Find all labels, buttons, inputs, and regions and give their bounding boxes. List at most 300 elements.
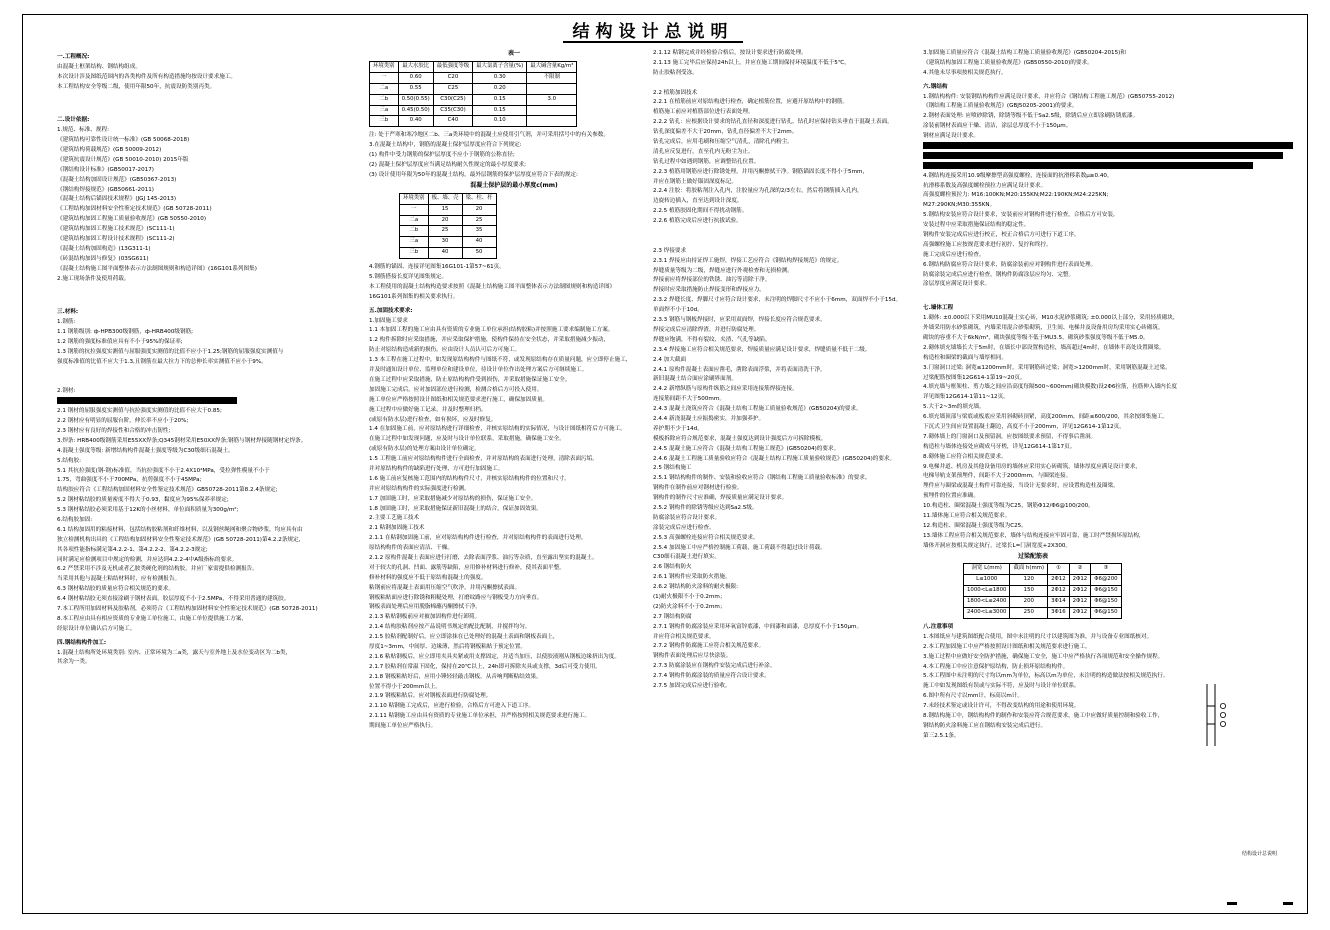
text-line: 经原设计单位确认后方可施工。 xyxy=(57,625,136,632)
table-cell: 三a xyxy=(370,105,399,116)
table2 xyxy=(399,193,497,259)
table-cell: 一 xyxy=(400,204,429,215)
table-header-cell: 环境类别 xyxy=(370,61,399,72)
text-line: 其各项性能指标满足第4.2.2-1、第4.2.2-2、第4.2.2-3规定; xyxy=(57,546,208,553)
text-line: 并应符合相关规范要求。 xyxy=(653,633,715,640)
table1-note: 注: 处于严寒和寒冷地区二b、三a类环境中的混凝土应使用引气剂，并可采用括号中的有关参数。 xyxy=(369,132,609,139)
text-line: 外墙采用防水砂浆砌筑，内墙采用混合砂浆砌筑，卫生间、电梯井及设备用房均采用实心砖砌筑。 xyxy=(923,325,1164,332)
table-cell: 25 xyxy=(428,226,462,237)
text-line: 《混凝土结构加固设计规范》(GB50367-2013) xyxy=(57,176,177,183)
text-line: 墙体开洞应按相关规定执行，过梁长L=门洞宽度+2X300。 xyxy=(923,542,1072,549)
table-cell: 120 xyxy=(1010,575,1048,586)
text-line: 12.构造柱、圈梁混凝土强度等级为C25。 xyxy=(923,522,1027,529)
text-line: 2.1.6 粘贴钢板后，应立即用夹具夹紧或用支撑固定，并适当加压，以使胶液刚从钢板边缘挤出为度。 xyxy=(369,653,620,660)
text-line: 7.未经技术鉴定或设计许可，不得改变结构的用途和使用环境。 xyxy=(923,703,1080,710)
table-cell: L≤1000 xyxy=(964,575,1010,586)
text-line: 3.加固施工质量应符合《混凝土结构工程施工质量验收规范》(GB50204-2015)和 xyxy=(923,50,1126,56)
text-line: 2.6.2 钢结构防火涂料的耐火极限: xyxy=(653,584,739,591)
text-line: 钢板表面处理后应用脱脂棉蘸丙酮擦拭干净。 xyxy=(369,604,481,611)
table-cell: 150 xyxy=(1010,586,1048,597)
column-4-section-b xyxy=(923,623,1303,742)
text-line: 2.砌体填充墙墙长大于5m时，在墙长中部设置构造柱，墙高超过4m时，在墙体半高处设置圈梁。 xyxy=(923,344,1165,351)
text-line: 4.钢结构连接采用10.9级摩擦型高强度螺栓，连接面的抗滑移系数μ≥0.40。 xyxy=(923,172,1113,179)
table-row xyxy=(964,608,1122,619)
text-line: 并及时通知设计单位、监理单位和建设单位，待设计单位作出处理方案后方可继续施工。 xyxy=(369,367,588,374)
text-line: 钢板粘贴面应进行除锈和粗糙处理，打磨纹路应与钢板受力方向垂直。 xyxy=(369,594,543,601)
text-line: 砌块的容重不大于6kN/m³，砌块强度等级不低于MU3.5，砌筑砂浆强度等级不低于M5.0。 xyxy=(923,334,1149,341)
text-line: 1.加固施工要求 xyxy=(369,317,408,324)
text-line: 防止对原结构造成新的损伤。应由设计人员认可后方可施工。 xyxy=(369,347,521,354)
table-cell: C25 xyxy=(433,83,472,94)
table-row xyxy=(400,215,497,226)
table-cell: 二a xyxy=(370,83,399,94)
text-line: 1.3 本工程在施工过程中，如发现原结构构件与图纸不符，或发现原结构存在质量问题，应立即停止施工， xyxy=(369,357,632,364)
table-cell: 250 xyxy=(1010,608,1048,619)
text-line: 2.2 植筋加固技术 xyxy=(653,89,698,96)
text-line: 埋件应与圈梁或混凝土构件可靠连接，当设计无要求时，应设置构造柱及圈梁。 xyxy=(923,483,1119,490)
text-line: 在施工过程中如发现问题，应及时与设计单位联系，采取措施，确保施工安全。 xyxy=(369,436,565,443)
text-line: (2) 混凝土保护层厚度应当满足结构耐久性规定的最小厚度要求; xyxy=(369,162,527,169)
text-line: 焊接时应采取措施防止焊接变形和焊接应力。 xyxy=(653,287,765,294)
table-cell: 1800<L≤2400 xyxy=(964,597,1010,608)
text-line: 2.2.5 植筋胶固化期间不得扰动钢筋。 xyxy=(653,208,748,215)
table-cell: 2Φ12 xyxy=(1069,586,1091,597)
text-line: 2.5.2 钢构件的除锈等级应达到Sa2.5级。 xyxy=(653,504,758,511)
text-line: 粘钢前应将混凝土表面用压缩空气吹净，并用丙酮擦拭表面。 xyxy=(369,584,521,591)
text-line: 2.1.7 胶粘剂在常温下固化，保持在20℃以上，24h即可拆除夹具或支撑，3d后可受力使用。 xyxy=(369,663,601,670)
redacted-bar xyxy=(923,162,1253,169)
text-line: 过梁配筋按图集12G614-1第19~20页。 xyxy=(923,374,1026,381)
text-line: 4.填充墙与框架柱、剪力墙之间应沿高度每隔500~600mm(砌块模数)设2Φ6拉筋，拉筋伸入墙内长度 xyxy=(923,384,1177,391)
text-line: 1.2 构件拆除时应采取措施，并应采取保护措施，使构件保持在安全状态，并采取措施减少振动， xyxy=(369,337,610,344)
table-row xyxy=(370,105,577,116)
text-line: 钢材应满足设计要求。 xyxy=(923,133,979,140)
text-line: 本工程结构安全等级二级，使用年限50年，抗震设防类别丙类。 xyxy=(57,83,216,90)
table-cell: 一 xyxy=(370,72,399,83)
table-cell: 2Φ12 xyxy=(1069,575,1091,586)
text-line: 涂装完成后应进行检查。 xyxy=(653,524,715,531)
text-line: 1.7 加固施工时，应采取措施减少对原结构的损伤，保证施工安全。 xyxy=(369,495,537,502)
text-line: 5.3 钢材粘结胶必须采用基于12K的小丝材料，单位面积质量为300g/m²; xyxy=(57,507,239,514)
text-line: 4.其他未尽事项按相关规范执行。 xyxy=(923,69,1007,76)
text-line: 1.砌体: ±0.000以下采用MU10混凝土实心砖，M10水泥砂浆砌筑; ±0.000以上部分，采用轻质砌块， xyxy=(923,315,1179,322)
text-line: (1)耐火极限不小于0.2mm； xyxy=(653,593,726,600)
text-line: 焊接前应将焊接部位的铁锈、油污等清除干净。 xyxy=(653,277,771,284)
text-line: 强度标准值的比值不应大于1.3,且钢筋在最大拉力下的总伸长率实测值不应小于9%。 xyxy=(57,358,267,365)
text-line: 6.结构胶加固: xyxy=(57,516,93,523)
table-cell: 20 xyxy=(462,204,496,215)
table-cell: 不限制 xyxy=(527,72,577,83)
text-line: 6.2 严禁采用不涉及无机或者乙胺类硬化剂的结构胶，并应厂家需提供检测报告。 xyxy=(57,566,258,573)
text-line: 并对原结构构件的缺陷进行处理，方可进行加固施工。 xyxy=(369,465,504,472)
text-line: 2.1.8 钢板粘贴好后，应用小锤轻轻敲击钢板，从音响判断粘结效果。 xyxy=(369,673,542,680)
table-row xyxy=(964,586,1122,597)
text-line: 焊缝应饱满，不得有裂纹、夹渣、气孔等缺陷。 xyxy=(653,336,771,343)
text-line: 涂装前钢材表面应干燥、清洁，涂层总厚度不小于150μm。 xyxy=(923,123,1072,130)
text-line: 5.2 钢材粘结胶的质量密度不得大于0.93，黏度应为95%保养率规定; xyxy=(57,497,229,504)
text-line: 4.混凝土强度等级: 新增结构构件混凝土强度等级为C30级细石混凝土。 xyxy=(57,447,234,454)
table-header-row xyxy=(370,61,577,72)
text-line: 抗滑移系数及高强度螺栓预拉力应满足设计要求。 xyxy=(923,182,1047,189)
table-cell: C30(C25) xyxy=(433,94,472,105)
text-line: 施工过程中应做好施工记录，并及时整理归档。 xyxy=(369,406,487,413)
text-line: 8.砌体施工应符合相关规范要求。 xyxy=(923,453,1007,460)
table-cell: 3Φ14 xyxy=(1048,597,1070,608)
text-line: 2.1.2 原构件混凝土表面应进行打磨，去除表面浮浆、油污等杂质，直至露出坚实的混凝土。 xyxy=(369,554,598,561)
text-line: 2.3.3 钢筋与钢板焊接时，应采用双面焊，焊接长度应符合规范要求。 xyxy=(653,317,826,324)
column-2 xyxy=(369,49,659,732)
text-line: 2.4.6 混凝土工程施工质量验收应符合《混凝土结构工程施工质量验收规范》(GB50204)的要求。 xyxy=(653,455,896,462)
table-row xyxy=(400,237,497,248)
column-1 xyxy=(57,49,357,668)
text-line: 焊接完成后应清除焊渣，并进行防腐处理。 xyxy=(653,326,760,333)
text-line: 2.7.4 钢构件防腐涂装的质量应符合设计要求。 xyxy=(653,673,770,680)
table-row xyxy=(964,575,1122,586)
table-row xyxy=(400,204,497,215)
table-cell: 2Φ12 xyxy=(1048,586,1070,597)
table-cell: 2Φ12 xyxy=(1069,597,1091,608)
text-line: 6.填充墙顶部与梁底或板底应采用斜砌砖顶紧，高度200mm，间距≤600/200，其余按图集施工。 xyxy=(923,414,1169,421)
text-line: 6.1 结构加固用的粘接材料，包括结构胶粘剂和纤维材料，以及钢丝绳网和聚合物砂浆，均应具有由 xyxy=(57,526,303,533)
table-cell: 0.20 xyxy=(473,83,527,94)
text-line xyxy=(57,397,357,407)
text-line: 高强螺栓施工应按规范要求进行初拧、复拧和终拧。 xyxy=(923,241,1052,248)
text-line: 2.3 焊接要求 xyxy=(653,247,687,254)
text-line: 电梯导轨支架预埋件，间距不大于2000mm，与圈梁连接。 xyxy=(923,473,1072,480)
column-3 xyxy=(653,49,938,692)
text-line xyxy=(57,102,357,112)
text-line: 钻孔完成后，应用毛刷和压缩空气清孔，清除孔内粉尘。 xyxy=(653,139,793,146)
text-line: 《混凝土结构施工图平面整体表示方法制图规则和构造详图》(16G101系列图集) xyxy=(57,265,257,272)
table-cell: 20 xyxy=(428,215,462,226)
text-line: 2.5.1 钢结构构件的制作、安装和验收应符合《钢结构工程施工质量验收标准》的要求。 xyxy=(653,475,871,482)
text-line: 本工程使用的混凝土结构构造要求按照《混凝土结构施工图平面整体表示方法制图规则和构造详图》 xyxy=(369,283,616,290)
text-line: 2.1.3 粘贴钢板前应对被加固构件进行卸荷。 xyxy=(369,614,481,621)
text-line: 1.5 工程施工前应对原结构构件进行全面检查，并对原结构的表面进行处理，清除表面污垢。 xyxy=(369,456,598,463)
text-line: 13.墙体工程应符合相关规范要求，墙体与结构连接应牢固可靠，施工时严禁损坏原结构， xyxy=(923,532,1145,539)
text-line: 《砖混结构加固与修复》(03SG611) xyxy=(57,255,149,262)
text-line: 1.8 加固施工时，应采取措施保证新旧混凝土的结合，保证加固效果。 xyxy=(369,505,542,512)
text-line: 1.6 施工前应复核施工范围内的结构构件尺寸，并核实原结构构件的位置和尺寸。 xyxy=(369,475,570,482)
text-line: 钢构件表面处理后应尽快涂装。 xyxy=(653,653,732,660)
text-line: 2.5.3 高强螺栓连接应符合相关规范要求。 xyxy=(653,534,759,541)
text-line: 2.1 粘钢加固施工技术 xyxy=(369,525,425,532)
table-header-cell: 截面 h(mm) xyxy=(1010,564,1048,575)
table-cell xyxy=(527,105,577,116)
text-line: 《建筑结构加固工程施工技术规范》(SC111-1) xyxy=(57,226,175,233)
text-line: 六.钢结构 xyxy=(923,83,948,90)
table-header-cell: 洞宽 L(mm) xyxy=(964,564,1010,575)
text-line: 并应在钢筋上做好锚固深度标记。 xyxy=(653,178,737,185)
table-cell: 三b xyxy=(370,116,399,127)
table1 xyxy=(369,61,577,127)
table-cell: Φ6@150 xyxy=(1091,597,1121,608)
redacted-bar xyxy=(923,142,1293,149)
text-line: 1.混凝土结构所处环境类别: 室内、正常环境为二a类，露天与室外地上及水位变动区为二b类， xyxy=(57,649,292,656)
table-cell: C35(C30) xyxy=(433,105,472,116)
text-line: 修补材料的强度应不低于原结构混凝土的强度。 xyxy=(369,574,487,581)
table-cell: 0.15 xyxy=(473,94,527,105)
text-line: 6.图中所有尺寸以mm计，标高以m计。 xyxy=(923,693,1023,700)
text-line: 11.墙体施工应符合相关规范要求。 xyxy=(923,512,1011,519)
table-cell: 1000<L≤1800 xyxy=(964,586,1010,597)
text-line: 其余为一类。 xyxy=(57,659,91,666)
text-line: 2.7.1 钢构件防腐涂装应采用环氧富锌底漆，中间漆和面漆，总厚度不小于150μm。 xyxy=(653,623,863,630)
text-line: 3.焊条: HRB400级钢筋采用E55XX焊条;Q345钢材采用E50XX焊条;钢筋与钢材焊接随钢材定焊条。 xyxy=(57,437,307,444)
text-line: 10.构造柱、圈梁混凝土强度等级为C25，钢筋Φ12/Φ6@100/200。 xyxy=(923,503,1094,510)
text-line: 新旧混凝土结合面应涂刷界面剂。 xyxy=(653,376,737,383)
text-line: 2.1.10 粘钢施工完成后，应进行检验，合格后方可进入下道工序。 xyxy=(369,703,535,710)
text-line: 2.7 钢结构防腐 xyxy=(653,613,692,620)
text-line: 5.本工程图中未注明的尺寸均以mm为单位，标高以m为单位，未注明的构造做法按相关规范执行。 xyxy=(923,673,1169,680)
sheet-stamp: 结构设计总说明 xyxy=(1241,851,1277,857)
text-line xyxy=(653,227,938,237)
text-line: 二.设计依据: xyxy=(57,117,90,124)
text-line: 16G101系列图集的相关要求执行。 xyxy=(369,293,459,300)
text-line: 模板拆除应符合规范要求，混凝土强度达到设计强度后方可拆除模板。 xyxy=(653,435,827,442)
table-cell: 30 xyxy=(428,237,462,248)
table-cell: 3.0 xyxy=(527,94,577,105)
table-cell: Φ6@150 xyxy=(1091,586,1121,597)
table-cell: 0.15 xyxy=(473,105,527,116)
text-line: 期间施工单位应严格执行。 xyxy=(369,723,437,730)
text-line: 2.2.2 钻孔：应根据设计要求的钻孔直径和深度进行钻孔，钻孔时应保持钻头垂直于混凝土表面。 xyxy=(653,119,893,126)
text-line xyxy=(57,93,357,103)
text-line: 1.3 钢筋的抗拉强度实测值与屈服强度实测值的比值不应小于1.25;钢筋的屈服强度实测值与 xyxy=(57,348,284,355)
text-line: 2.4.5 混凝土施工应符合《混凝土结构工程施工规范》(GB50204)的要求。 xyxy=(653,445,840,452)
text-line: 2.5 钢结构施工 xyxy=(653,465,692,472)
text-line: 3.门窗洞口过梁: 洞宽≤1200mm时，采用钢筋砖过梁；洞宽>1200mm时，采用钢筋混凝土过梁。 xyxy=(923,364,1171,371)
column-2-section-b xyxy=(369,263,659,732)
text-line: 2.2.1 在植筋前应对原结构进行检查，确定植筋位置，应避开原结构中的钢筋。 xyxy=(653,99,849,106)
text-line: 8.钢结构施工中，钢结构构件的制作和安装应符合规范要求，施工中应做好质量控制和验收工作， xyxy=(923,712,1164,719)
table-header-row xyxy=(964,564,1122,575)
text-line: 3.施工过程中应做好安全防护措施，确保施工安全，施工中应严格执行各项规范和安全操作规程。 xyxy=(923,653,1164,660)
table-header-cell: ② xyxy=(1069,564,1091,575)
text-line xyxy=(923,152,1303,162)
text-line: 防腐涂装完成后应进行检查，钢构件防腐涂层应均匀、完整。 xyxy=(923,271,1075,278)
text-line: 钻孔过程中如遇到钢筋，应调整钻孔位置。 xyxy=(653,158,760,165)
text-line: 养护期不少于14d。 xyxy=(653,425,703,432)
text-line: 《工程结构加固材料安全性鉴定技术规范》(GB 50728-2011) xyxy=(57,206,212,213)
table-row xyxy=(370,83,577,94)
table-cell: 0.50(0.55) xyxy=(398,94,433,105)
text-line: 涂层厚度应满足设计要求。 xyxy=(923,281,991,288)
table-header-cell: ③ xyxy=(1091,564,1121,575)
table-cell: 0.45(0.50) xyxy=(398,105,433,116)
text-line: 钢结构防火涂料施工应在钢结构安装完成后进行。 xyxy=(923,722,1047,729)
text-line xyxy=(57,378,357,388)
table-cell: 三a xyxy=(400,237,429,248)
text-line: 1.1 本加固工程的施工应由具有资质的专业施工单位承担(结构胶粘)并按照施工要求编制施工方案。 xyxy=(369,327,614,334)
table-row xyxy=(400,226,497,237)
text-line: 2.4.4 新浇混凝土应振捣密实，并加强养护。 xyxy=(653,415,765,422)
text-line: 3.在混凝土结构中，钢筋的混凝土保护层厚度应符合下列规定: xyxy=(369,142,522,149)
text-line: 1.4 在加固施工前，应对原结构进行详细检查，并核实原结构的实际情况，与设计图纸相符后方可施工。 xyxy=(369,426,626,433)
text-line: 安装过程中应采取措施保证结构的稳定性。 xyxy=(923,222,1030,229)
table-header-cell: ① xyxy=(1048,564,1070,575)
text-line: 钢构件的制作尺寸应准确，焊接质量应满足设计要求。 xyxy=(653,495,788,502)
text-line: 4.钢筋的锚固、连接详见图集16G101-1第57~61页。 xyxy=(369,264,505,271)
text-line: 6.3 钢材粘结胶的质量应符合相关规范的要求。 xyxy=(57,586,174,593)
text-line: 详见图集12G614-1第11~12页。 xyxy=(923,394,1009,401)
table-cell: Φ6@200 xyxy=(1091,575,1121,586)
text-line: 五.加固技术要求: xyxy=(369,307,413,314)
text-line: 2.本工程加固施工中应严格按照设计图纸和相关规范要求进行施工。 xyxy=(923,643,1091,650)
column-4-section-a xyxy=(923,49,1303,552)
table-cell: 2Φ12 xyxy=(1069,608,1091,619)
text-line: 2.1.9 钢板粘贴后，应对钢板表面进行防腐处理。 xyxy=(369,693,492,700)
table-cell: 0.40 xyxy=(398,116,433,127)
text-line: 1.钢筋: xyxy=(57,319,76,326)
text-line: 构造柱和圈梁的截面与墙厚相同。 xyxy=(923,354,1007,361)
text-line: 第三2.5.1条。 xyxy=(923,732,960,739)
table-cell: C40 xyxy=(433,116,472,127)
text-line: 《建筑结构可靠性设计统一标准》(GB 50068-2018) xyxy=(57,137,190,144)
text-line: 2.1.12 粘钢完成并经检验合格后，按设计要求进行防腐处理。 xyxy=(653,50,807,56)
text-line: 2.5.4 加固施工中应严格控制施工荷载，施工荷载不得超过设计荷载。 xyxy=(653,544,826,551)
column-2-section-a xyxy=(369,141,659,181)
table-cell: 40 xyxy=(462,237,496,248)
text-line: 单面焊不小于10d。 xyxy=(653,307,703,314)
text-line: 结构胶应符合《工程结构加固材料安全性鉴定技术规范》GB50728-2011第8.2.4条规定; xyxy=(57,487,278,494)
table-row xyxy=(370,116,577,127)
text-line: 2.4.3 混凝土浇筑应符合《混凝土结构工程施工质量验收规范》(GB50204)的要求。 xyxy=(653,406,862,413)
text-line: 原结构构件的表面应清洁、干燥。 xyxy=(369,545,453,552)
text-line: (或原有防水层)进行检查，如有损坏，应及时修复。 xyxy=(369,416,497,423)
table-header-cell: 环境类别 xyxy=(400,193,429,204)
text-line: (2)防火涂料不小于0.2mm； xyxy=(653,603,726,610)
text-line: 2.3 钢材应有良好的焊接性和合格的冲击韧性; xyxy=(57,427,171,434)
text-line: 四.钢结构构件加工: xyxy=(57,639,107,646)
text-line: 2.1.1 在粘钢加固施工前，应对原结构构件进行检查，并对原结构构件的表面进行处理。 xyxy=(369,535,587,542)
text-line: 钢构件安装完成后应进行校正，校正合格后方可进行下道工序。 xyxy=(923,232,1080,239)
text-line: 《钢结构工程施工质量验收规范》(GBJ50205-2001)的要求。 xyxy=(923,103,1078,110)
text-line xyxy=(57,294,357,304)
text-line: 2.1.4 结构胶粘剂应按产品说明书规定的配比配制，并搅拌均匀。 xyxy=(369,624,531,631)
text-line: 并应对原结构构件的实际强度进行检测。 xyxy=(369,485,470,492)
text-line xyxy=(653,79,938,89)
lintel-section-diagram xyxy=(1193,680,1233,750)
table-cell: 40 xyxy=(428,248,462,259)
table3-caption: 过梁配筋表 xyxy=(1017,552,1048,560)
text-line: 7.砌体墙上的门窗洞口及预留洞，应按图纸要求预留，不得事后凿洞。 xyxy=(923,433,1097,440)
text-line: 5.钢结构安装应符合设计要求，安装前应对钢构件进行检查，合格后方可安装。 xyxy=(923,212,1119,219)
text-line: 加固施工完成后，应对加固部位进行检测，检测合格后方可投入使用。 xyxy=(369,386,543,393)
text-line: 施工中如发现图纸有误或与实际不符，应及时与设计单位联系。 xyxy=(923,683,1080,690)
text-line: 9.电梯井道、机房及其他设备用房的墙体应采用实心砖砌筑，墙体厚度应满足设计要求， xyxy=(923,463,1141,470)
text-line: 构造柱与墙体连接处应砌成马牙槎，详见12G614-1第17页。 xyxy=(923,443,1076,450)
text-line: 植筋施工前应对植筋部位进行表面处理。 xyxy=(653,109,754,116)
drawing-title: 结构设计总说明 xyxy=(563,17,743,43)
text-line: 5.大于2~3m的填充墙。 xyxy=(923,404,985,411)
text-line: 同时满足应检测项目中规定的检测，并应达到4.2.2-4中A级指标的要求。 xyxy=(57,556,238,563)
text-line: 1.规范、标准、规程: xyxy=(57,127,109,134)
table-cell: 50 xyxy=(462,248,496,259)
text-line: 2.6 钢结构防火 xyxy=(653,564,692,571)
text-line: 2.1.11 粘钢施工应由具有资质的专业施工单位承担，并严格按照相关规范要求进行施工。 xyxy=(369,713,590,720)
table-row xyxy=(400,248,497,259)
table-cell: 二a xyxy=(400,215,429,226)
text-line xyxy=(923,142,1303,152)
text-line: 《建筑结构加固工程施工质量验收规范》(GB 50550-2010) xyxy=(57,216,207,223)
text-line: 5.1 其抗拉强度(钢-钢)标准值，当抗拉强度不小于2.4X10⁴MPa，受拉弹性模量不小于 xyxy=(57,467,270,474)
text-line: (1) 构件中受力钢筋的保护层厚度不应小于钢筋的公称直径; xyxy=(369,152,515,159)
text-line: C30细石混凝土进行填实。 xyxy=(653,554,720,561)
table-row xyxy=(370,72,577,83)
text-line: 防止胶粘剂受冻。 xyxy=(653,69,698,76)
text-line: 2.主要工艺施工技术 xyxy=(369,515,420,522)
text-line: 5.钢筋搭接长度详见图集规定。 xyxy=(369,274,448,281)
text-line: 1.本图纸应与建筑图纸配合使用，图中未注明的尺寸以建筑图为准，并与设备专业图纸核对。 xyxy=(923,633,1153,640)
table-cell: 15 xyxy=(428,204,462,215)
text-line: 6.钢结构防腐应符合设计要求，防腐涂装前应对钢构件进行表面处理。 xyxy=(923,261,1097,268)
text-line: 八.注意事项 xyxy=(923,623,954,630)
table-header-cell: 板、墙、壳 xyxy=(428,193,462,204)
text-line: 《建筑结构加固工程施工质量验收规范》(GB50550-2010)的要求。 xyxy=(923,59,1093,66)
text-line: 1.1 钢筋级别: ф-HPB300级钢筋，ф-HRB400级钢筋; xyxy=(57,329,194,336)
sheet-mark xyxy=(1283,902,1293,905)
text-line: 2.3.4 焊接施工应符合相关规范要求，焊接质量应满足设计要求，焊缝质量不低于二级。 xyxy=(653,346,871,353)
text-line: 2.1.13 施工完毕后应保持24h以上，并应在施工期间保持环境温度不低于5℃， xyxy=(653,59,850,66)
text-line: 《建筑结构荷载规范》(GB 50009-2012) xyxy=(57,147,162,154)
text-line: 《钢结构设计标准》(GB50017-2017) xyxy=(57,166,154,173)
text-line: 2.4 加大截面 xyxy=(653,356,687,363)
text-line: 焊缝质量等级为二级，焊缝应进行外观检查和无损检测。 xyxy=(653,267,793,274)
table-cell: 0.60 xyxy=(398,72,433,83)
text-line: 8.本工程应由具有相应资质的专业施工单位施工，由施工单位提供施工方案， xyxy=(57,615,247,622)
text-line: 厚度1~3mm，中间厚、边缘薄，然后将钢板粘贴于预定位置。 xyxy=(369,643,526,650)
table-header-row xyxy=(400,193,497,204)
text-line: 2.钢材: xyxy=(57,388,76,395)
table-row xyxy=(964,597,1122,608)
text-line: M27:290KN;M30:355KN。 xyxy=(923,202,996,209)
table-cell: 0.55 xyxy=(398,83,433,94)
text-line: 2.2.4 注胶：将胶粘剂注入孔内，注胶量应为孔深的2/3左右，然后将钢筋插入孔内， xyxy=(653,188,863,195)
drawing-sheet xyxy=(22,14,1308,914)
text-line: 当采用其他与混凝土粘结材料时，应有检测报告。 xyxy=(57,576,181,583)
text-line: 2.2 钢材应有明显的屈服台阶，伸长率不应小于20%; xyxy=(57,418,189,425)
text-line xyxy=(923,162,1303,172)
text-line: (或原有防水层)的处理方案由设计单位确定。 xyxy=(369,446,480,453)
text-line: 2.1.5 胶粘剂配制好后，应立即涂抹在已处理好的混凝土表面和钢板表面上， xyxy=(369,634,559,641)
table1-caption: 表一 xyxy=(507,50,520,57)
table-cell: 3Φ16 xyxy=(1048,608,1070,619)
table-cell: 2Φ12 xyxy=(1048,575,1070,586)
text-line: 三.材料: xyxy=(57,309,79,316)
text-line xyxy=(653,237,938,247)
table3 xyxy=(963,563,1122,619)
text-line: 2.7.2 钢构件防腐施工应符合相关规范要求。 xyxy=(653,643,765,650)
table-header-cell: 最大水胶比 xyxy=(398,61,433,72)
text-line: 4.本工程施工中应注意保护原结构，防止损坏原结构构件。 xyxy=(923,663,1069,670)
text-line: 6.4 钢材粘结胶无须直接涂刷于钢材表面，胶层厚度不小于2.5MPa，不得采用普通的建筑胶。 xyxy=(57,596,290,603)
text-line xyxy=(923,290,1303,300)
text-line: 钢构件在制作前应对钢材进行检验。 xyxy=(653,485,743,492)
table-cell: 200 xyxy=(1010,597,1048,608)
text-line: 2.4.2 新增纵筋与原构件纵筋之间应采用连接筋焊接连接。 xyxy=(653,386,798,393)
text-line: 2.2.3 植筋用钢筋应进行除锈处理，并用丙酮擦拭干净。钢筋锚固长度不得小于5mm， xyxy=(653,168,869,175)
text-line: 对于较大的孔洞、凹面、露筋等缺陷，应用修补材料进行修补，使其表面平整。 xyxy=(369,564,565,571)
redacted-bar xyxy=(57,397,237,404)
table-cell: C20 xyxy=(433,72,472,83)
text-line: 由混凝土框架结构、钢结构组成。 xyxy=(57,63,141,70)
text-line: 7.本工程所用加固材料及胶粘剂，必须符合《工程结构加固材料安全性鉴定技术规范》(GB 50728-2011) xyxy=(57,605,318,612)
text-line: 位置不得小于200mm以上。 xyxy=(369,683,441,690)
table-cell: 0.10 xyxy=(473,116,527,127)
table-cell: 2400<L≤3000 xyxy=(964,608,1010,619)
table-cell: Φ6@150 xyxy=(1091,608,1121,619)
